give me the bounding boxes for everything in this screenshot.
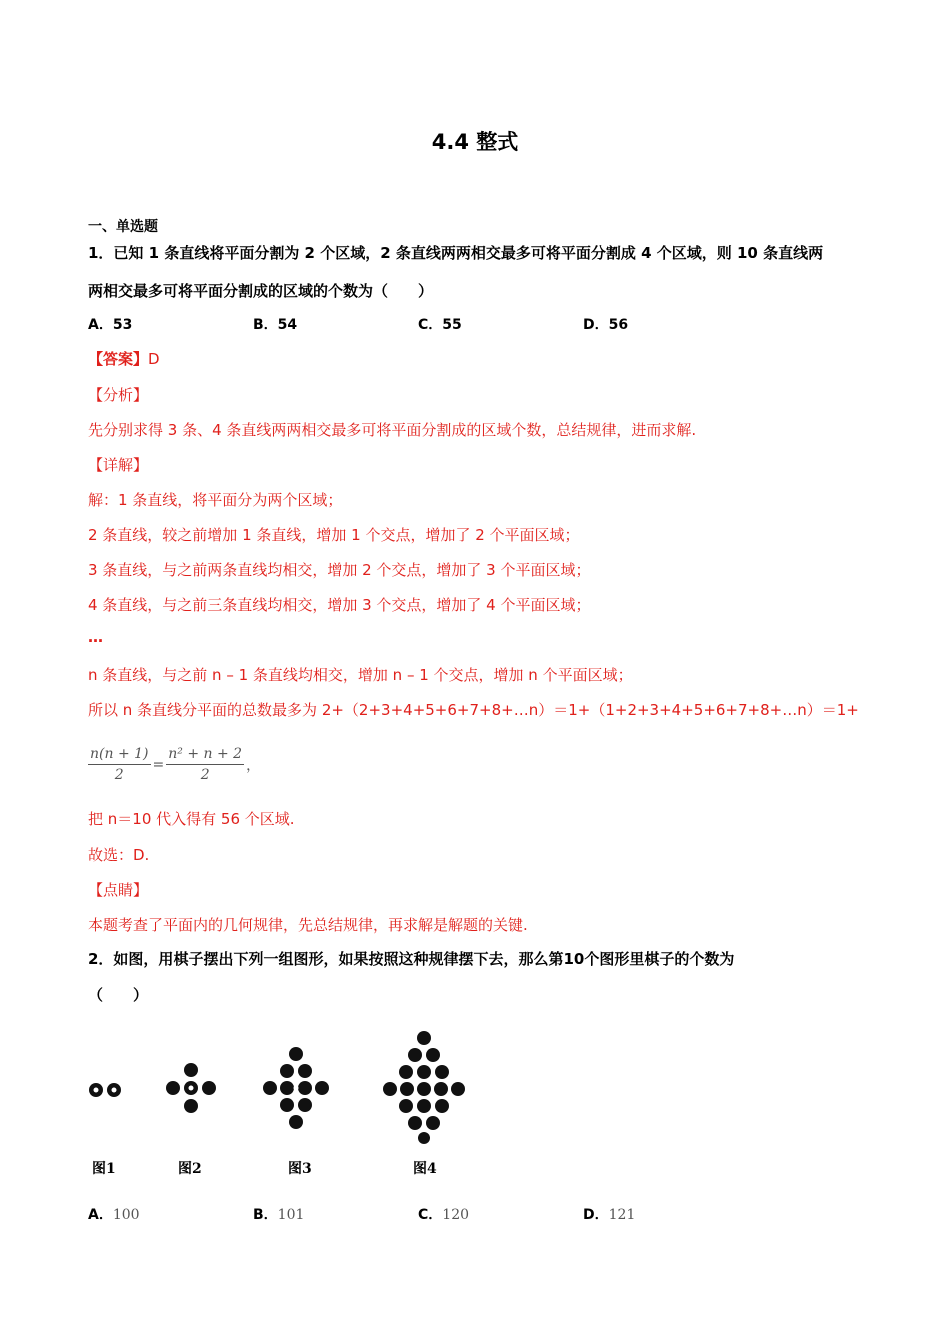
fraction-2-numerator: n² + n + 2: [166, 746, 244, 765]
q2-option-b: [253, 1204, 304, 1224]
chess-piece: [408, 1116, 422, 1130]
chess-piece: [280, 1081, 294, 1095]
q1-stem-line1: 1．已知 1 条直线将平面分割为 2 个区域，2 条直线两两相交最多可将平面分割成 4 个区域，则 10 条直线两: [88, 244, 824, 262]
chess-piece: [434, 1082, 448, 1096]
q1-detail-line: n 条直线，与之前 n – 1 条直线均相交，增加 n – 1 个交点，增加 n 个平面区域；: [88, 666, 633, 684]
chess-piece-center: [294, 1086, 299, 1091]
q1-option-a: A．53: [88, 317, 133, 333]
q1-comment-tag: 【点睛】: [88, 881, 149, 899]
page-title: 4.4 整式: [431, 130, 519, 154]
chess-piece: [298, 1081, 312, 1095]
option-letter: B．: [253, 1207, 278, 1223]
q1-option-d: D．56: [583, 317, 629, 333]
chess-piece: [435, 1065, 449, 1079]
q1-option-c: C．55: [418, 317, 462, 333]
figure-4: [376, 1026, 472, 1146]
option-value: 101: [277, 1207, 305, 1223]
formula-comma: ，: [246, 757, 261, 774]
chess-piece-center: [94, 1088, 99, 1093]
chess-piece: [417, 1065, 431, 1079]
figure-2-label: 图2: [178, 1161, 202, 1177]
figure-3: [256, 1042, 336, 1134]
chess-piece: [263, 1081, 277, 1095]
option-letter: D．: [583, 1207, 609, 1223]
chess-piece-center: [112, 1088, 117, 1093]
q2-stem-line1: 2．如图，用棋子摆出下列一组图形，如果按照这种规律摆下去，那么第10个图形里棋子的个数为: [88, 950, 735, 968]
option-value: 120: [442, 1207, 470, 1223]
q1-analysis-tag: 【分析】: [88, 386, 149, 404]
q1-detail-ellipsis: …: [88, 628, 103, 646]
q1-option-b: B．54: [253, 317, 298, 333]
q1-comment-text: 本题考查了平面内的几何规律，先总结规律，再求解是解题的关键.: [88, 916, 528, 934]
chess-piece: [289, 1115, 303, 1129]
chess-piece-center: [189, 1086, 194, 1091]
q1-detail-line: 4 条直线，与之前三条直线均相交，增加 3 个交点，增加了 4 个平面区域；: [88, 596, 591, 614]
fraction-1: [88, 746, 151, 783]
q2-option-d: [583, 1204, 635, 1224]
fraction-2-denominator: 2: [200, 767, 210, 783]
q1-answer: [88, 348, 160, 369]
chess-piece: [417, 1031, 431, 1045]
q2-option-a: [88, 1204, 140, 1224]
chess-piece: [184, 1063, 198, 1077]
figure-1-label: 图1: [92, 1161, 116, 1177]
chess-piece: [184, 1099, 198, 1113]
option-value: 100: [112, 1207, 140, 1223]
q1-substitute: 把 n＝10 代入得有 56 个区域.: [88, 810, 295, 828]
chess-piece: [426, 1048, 440, 1062]
answer-tag: 【答案】: [88, 350, 149, 368]
q1-detail-line: 2 条直线，较之前增加 1 条直线，增加 1 个交点，增加了 2 个平面区域；: [88, 526, 580, 544]
chess-piece: [435, 1099, 449, 1113]
equals-sign: =: [152, 756, 165, 773]
q1-detail-tag: 【详解】: [88, 456, 149, 474]
chess-piece: [408, 1048, 422, 1062]
chess-piece: [298, 1064, 312, 1078]
chess-piece: [399, 1065, 413, 1079]
q2-stem-line2: （ ）: [88, 986, 149, 1004]
chess-piece: [383, 1082, 397, 1096]
chess-piece: [298, 1098, 312, 1112]
option-letter: A．: [88, 1207, 113, 1223]
q1-choose: 故选：D.: [88, 846, 150, 864]
chess-piece: [417, 1082, 431, 1096]
chess-piece: [289, 1047, 303, 1061]
chess-piece: [426, 1116, 440, 1130]
section-heading: 一、单选题: [88, 219, 158, 235]
chess-piece: [418, 1132, 430, 1144]
chess-piece: [400, 1082, 414, 1096]
chess-piece: [280, 1098, 294, 1112]
q1-detail-line: 3 条直线，与之前两条直线均相交，增加 2 个交点，增加了 3 个平面区域；: [88, 561, 591, 579]
q2-option-c: [418, 1204, 469, 1224]
figure-2: [160, 1056, 220, 1120]
q1-formula: [88, 746, 262, 783]
chess-piece: [417, 1099, 431, 1113]
q1-analysis-text: 先分别求得 3 条、4 条直线两两相交最多可将平面分割成的区域个数，总结规律，进而求解.: [88, 421, 697, 439]
fraction-1-denominator: 2: [114, 767, 124, 783]
chess-piece: [399, 1099, 413, 1113]
figure-3-label: 图3: [288, 1161, 312, 1177]
option-letter: C．: [418, 1207, 443, 1223]
chess-piece: [166, 1081, 180, 1095]
chess-piece: [280, 1064, 294, 1078]
chess-piece: [451, 1082, 465, 1096]
chess-piece: [315, 1081, 329, 1095]
q1-detail-line: 解：1 条直线，将平面分为两个区域；: [88, 491, 343, 509]
figure-4-label: 图4: [413, 1161, 437, 1177]
q1-detail-line: 所以 n 条直线分平面的总数最多为 2+（2+3+4+5+6+7+8+…n）＝1+（1+2+3+4+5+6+7+8+…n）＝1+: [88, 701, 859, 719]
answer-value: D: [148, 350, 160, 368]
figure-1: [86, 1078, 126, 1102]
fraction-2: [166, 746, 244, 783]
q1-stem-line2: 两相交最多可将平面分割成的区域的个数为（ ）: [88, 282, 434, 300]
option-value: 121: [608, 1207, 636, 1223]
chess-piece: [202, 1081, 216, 1095]
fraction-1-numerator: n(n + 1): [88, 746, 151, 765]
